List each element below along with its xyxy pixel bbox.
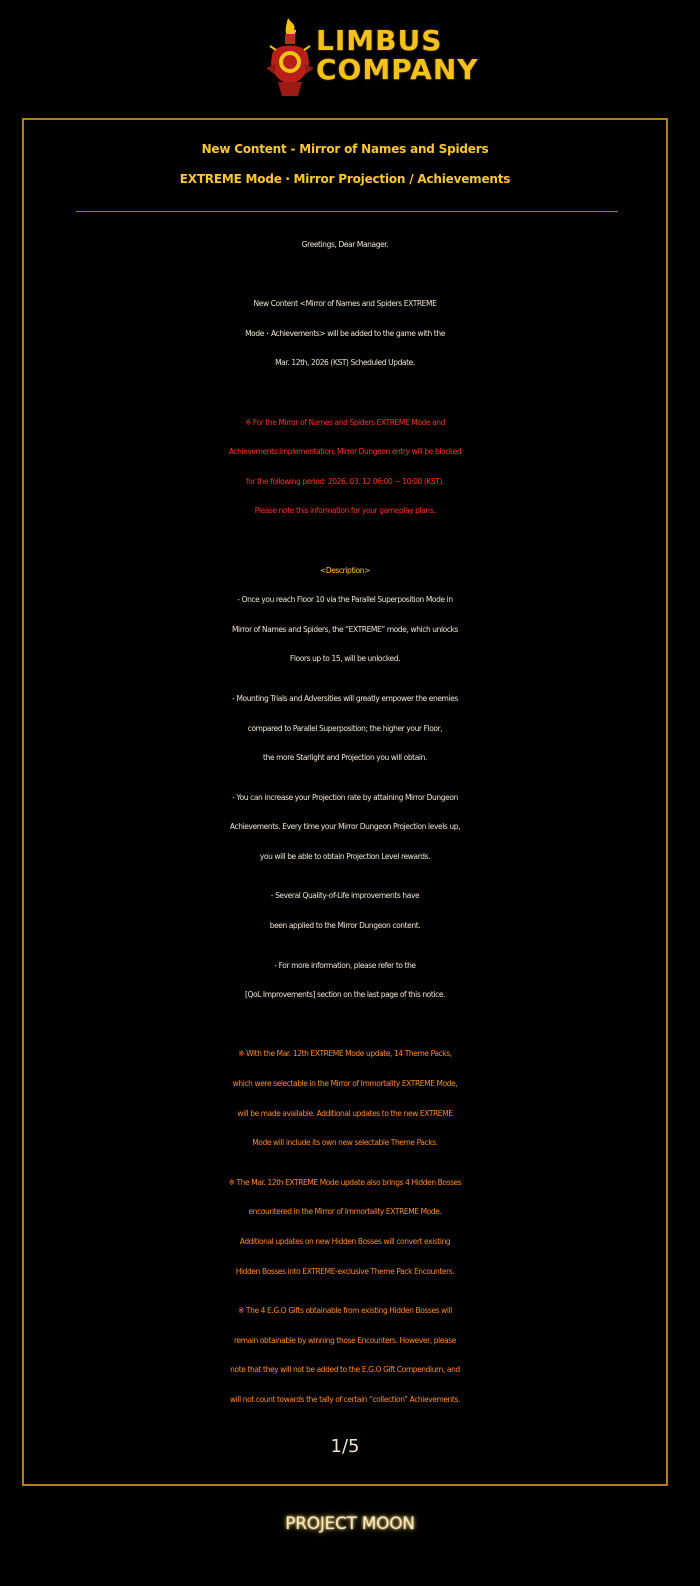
description-line: Achievements. Every time your Mirror Dungeon Projection levels up, (229, 822, 461, 832)
intro-line: New Content <Mirror of Names and Spiders EXTREME (253, 299, 437, 309)
project-moon-brand: PROJECT MOON (285, 1514, 415, 1534)
maintenance-warning (24, 408, 666, 526)
description-item (24, 585, 666, 674)
notice-panel (22, 118, 668, 1486)
warning-line: for the following period: 2026. 03. 12 06:00 ~ 10:00 (KST). (246, 476, 444, 486)
intro-line: Mode・Achievements> will be added to the game with the (245, 328, 445, 338)
note-line: remain obtainable by winning those Encounters. However, please (234, 1335, 456, 1345)
description-item (24, 951, 666, 1010)
note-line: ※ The Mar. 12th EXTREME Mode update also brings 4 Hidden Bosses (228, 1177, 462, 1187)
limbus-company-logo (262, 16, 479, 100)
description-line: Mirror of Names and Spiders, the “EXTREME” mode, which unlocks (231, 624, 459, 634)
notice-title (24, 134, 666, 194)
note-paragraph (24, 1168, 666, 1286)
note-line: ※ The 4 E.G.O Gifts obtainable from existing Hidden Bosses will (238, 1306, 452, 1316)
note-line: will be made available. Additional updates to the new EXTREME (237, 1108, 453, 1118)
title-divider (76, 211, 618, 212)
intro-paragraph (24, 289, 666, 378)
title-line: New Content - Mirror of Names and Spiders (201, 142, 489, 156)
description-item (24, 783, 666, 872)
description-heading-text: <Description> (319, 565, 371, 575)
description-line: compared to Parallel Superposition; the higher your Floor, (247, 723, 443, 733)
description-line: - Mounting Trials and Adversities will greatly empower the enemies (232, 693, 458, 703)
greeting (24, 230, 666, 260)
title-line: EXTREME Mode・Mirror Projection / Achievements (179, 172, 511, 186)
warning-line: Achievements implementation, Mirror Dungeon entry will be blocked (228, 447, 462, 457)
note-line: encountered in the Mirror of Immortality EXTREME Mode. (248, 1207, 442, 1217)
description-line: [QoL Improvements] section on the last page of this notice. (244, 990, 446, 1000)
note-line: Hidden Bosses into EXTREME-exclusive Theme Pack Encounters. (235, 1266, 455, 1276)
greeting-text: Greetings, Dear Manager. (301, 240, 389, 249)
note-paragraph (24, 1296, 666, 1414)
description-item (24, 684, 666, 773)
note-line: ※ With the Mar. 12th EXTREME Mode update, 14 Theme Packs, (238, 1049, 452, 1059)
note-line: will not count towards the tally of certain “collection” Achievements. (230, 1394, 460, 1404)
note-line: Additional updates on new Hidden Bosses will convert existing (239, 1237, 451, 1246)
description-line: - Several Quality-of-Life improvements have (270, 891, 420, 901)
note-line: which were selectable in the Mirror of Immortality EXTREME Mode, (232, 1079, 458, 1089)
notice-body (24, 230, 666, 1415)
description-line: Floors up to 15, will be unlocked. (289, 654, 401, 664)
limbus-emblem-icon (262, 16, 318, 100)
logo-line-2: COMPANY (316, 53, 479, 86)
intro-line: Mar. 12th, 2026 (KST) Scheduled Update. (275, 358, 415, 368)
description-line: been applied to the Mirror Dungeon content. (269, 921, 421, 931)
note-line: Mode will include its own new selectable Theme Packs. (252, 1138, 438, 1148)
warning-line: ※ For the Mirror of Names and Spiders EXTREME Mode and (244, 417, 446, 427)
page-indicator: 1/5 (330, 1436, 360, 1457)
warning-line: Please note this information for your gameplay plans. (254, 506, 436, 516)
description-line: - For more information, please refer to the (274, 960, 416, 970)
description-item (24, 881, 666, 940)
note-paragraph (24, 1039, 666, 1157)
description-line: - Once you reach Floor 10 via the Parallel Superposition Mode in (237, 595, 453, 605)
description-heading (24, 556, 666, 586)
note-line: note that they will not be added to the E.G.O Gift Compendium, and (230, 1365, 460, 1375)
description-line: - You can increase your Projection rate by attaining Mirror Dungeon (232, 792, 458, 802)
description-line: you will be able to obtain Projection Level rewards. (259, 851, 431, 861)
logo-wordmark (316, 24, 479, 86)
description-line: the more Starlight and Projection you will obtain. (263, 753, 427, 763)
logo-line-1: LIMBUS (316, 24, 443, 57)
